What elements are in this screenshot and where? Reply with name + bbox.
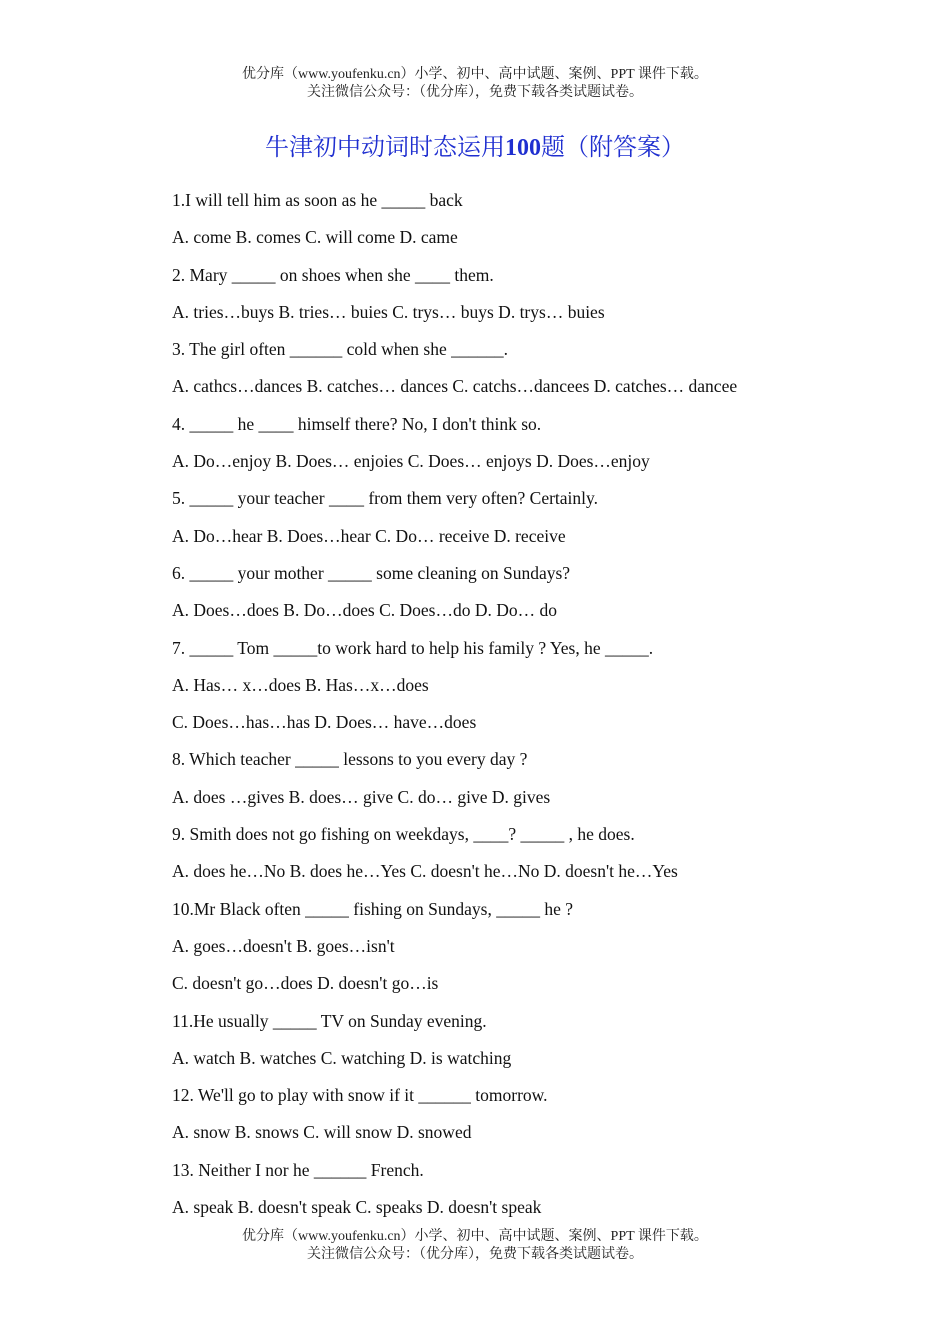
question-list [172, 185, 912, 1229]
options-6: A. Does…does B. Do…does C. Does…do D. Do… do [172, 600, 557, 621]
question-6: 6. _____ your mother _____ some cleaning on Sundays? [172, 562, 571, 583]
title-number: 100 [505, 135, 541, 161]
question-7: 7. _____ Tom _____to work hard to help his family ? Yes, he _____. [172, 637, 654, 658]
question-5: 5. _____ your teacher ____ from them very often? Certainly. [172, 488, 599, 509]
options-11: A. watch B. watches C. watching D. is watching [172, 1047, 512, 1068]
options-2: A. tries…buys B. tries… buies C. trys… buys D. trys… buies [172, 301, 605, 322]
options-7a: A. Has… x…does B. Has…x…does [172, 674, 429, 695]
question-10: 10.Mr Black often _____ fishing on Sundays, _____ he ? [172, 898, 573, 919]
options-8: A. does …gives B. does… give C. do… give D. gives [172, 786, 551, 807]
options-4: A. Do…enjoy B. Does… enjoies C. Does… enjoys D. Does…enjoy [172, 451, 650, 472]
footer-site-line: 优分库（www.youfenku.cn）小学、初中、高中试题、案例、PPT 课件下载。 [242, 1229, 708, 1244]
options-5: A. Do…hear B. Does…hear C. Do… receive D. receive [172, 525, 566, 546]
options-10a: A. goes…doesn't B. goes…isn't [172, 935, 395, 956]
question-2: 2. Mary _____ on shoes when she ____ them. [172, 264, 494, 285]
question-8: 8. Which teacher _____ lessons to you every day ? [172, 749, 528, 770]
options-9: A. does he…No B. does he…Yes C. doesn't he…No D. doesn't he…Yes [172, 861, 678, 882]
question-1: 1.I will tell him as soon as he _____ back [172, 190, 463, 210]
title-suffix: 题（附答案） [541, 135, 685, 161]
options-13: A. speak B. doesn't speak C. speaks D. doesn't speak [172, 1197, 542, 1218]
question-4: 4. _____ he ____ himself there? No, I don't think so. [172, 413, 542, 434]
question-9: 9. Smith does not go fishing on weekdays, ____? _____ , he does. [172, 824, 635, 845]
page-header [0, 66, 950, 102]
options-3: A. cathcs…dances B. catches… dances C. catchs…dancees D. catches… dancee [172, 376, 738, 397]
options-7b: C. Does…has…has D. Does… have…does [172, 712, 477, 733]
title-prefix: 牛津初中动词时态运用 [265, 135, 505, 161]
page-footer [0, 1228, 950, 1264]
footer-wechat-line: 关注微信公众号：（优分库），免费下载各类试题试卷。 [307, 1247, 643, 1262]
header-site-line: 优分库（www.youfenku.cn）小学、初中、高中试题、案例、PPT 课件下载。 [242, 67, 708, 82]
header-wechat-line: 关注微信公众号：（优分库），免费下载各类试题试卷。 [307, 85, 643, 100]
document-title [0, 132, 950, 164]
options-10b: C. doesn't go…does D. doesn't go…is [172, 973, 439, 994]
options-12: A. snow B. snows C. will snow D. snowed [172, 1122, 472, 1143]
options-1: A. come B. comes C. will come D. came [172, 227, 458, 248]
question-13: 13. Neither I nor he ______ French. [172, 1159, 424, 1180]
question-3: 3. The girl often ______ cold when she ______. [172, 339, 509, 360]
question-11: 11.He usually _____ TV on Sunday evening. [172, 1010, 487, 1031]
question-12: 12. We'll go to play with snow if it ______ tomorrow. [172, 1085, 548, 1106]
